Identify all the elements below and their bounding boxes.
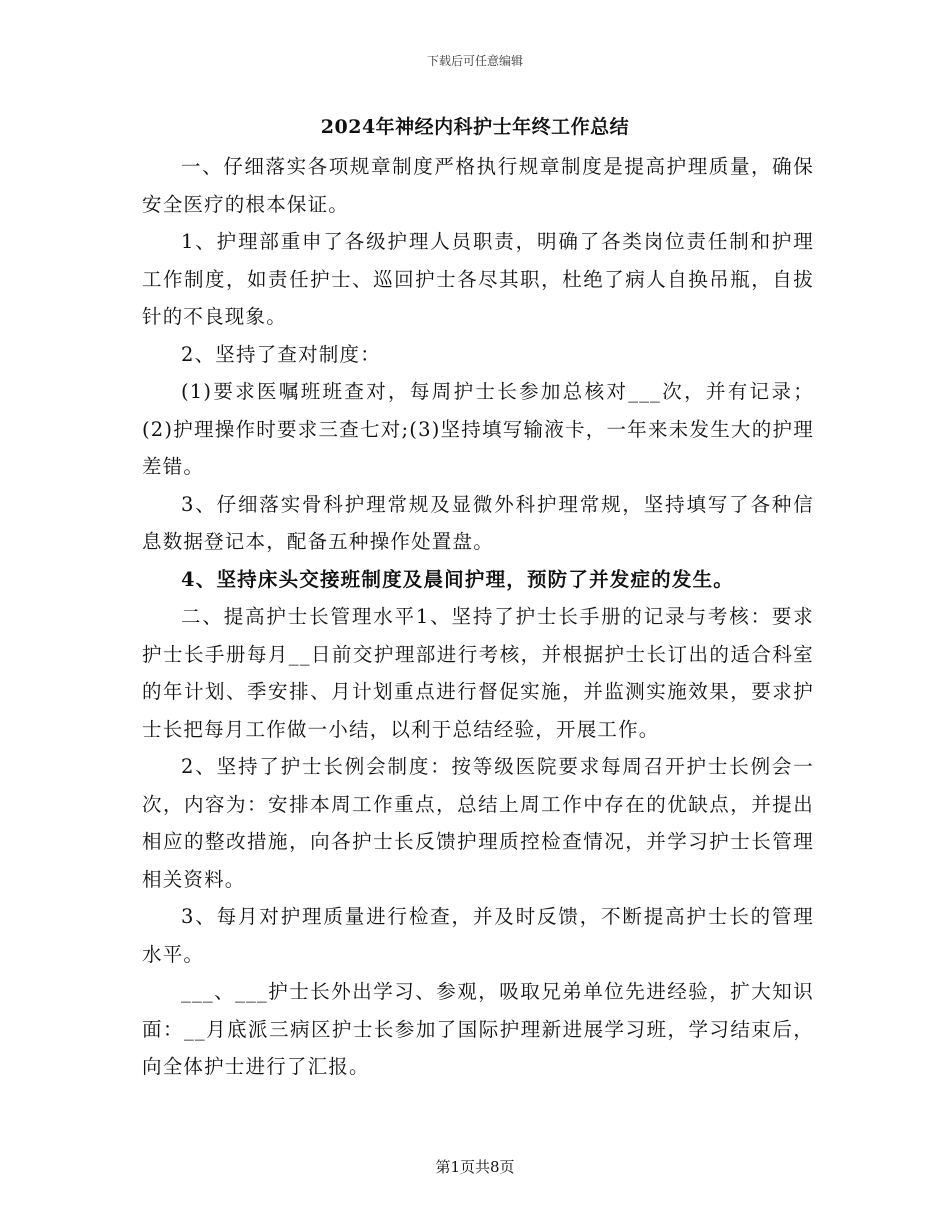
document-title: 2024年神经内科护士年终工作总结 (320, 116, 630, 138)
paragraph: 1、护理部重申了各级护理人员职责，明确了各类岗位责任制和护理工作制度，如责任护士、巡回护士各尽其职，杜绝了病人自换吊瓶，自拔针的不良现象。 (142, 230, 814, 328)
paragraph: ___、___护士长外出学习、参观，吸取兄弟单位先进经验，扩大知识面：__月底派三病区护士长参加了国际护理新进展学习班，学习结束后，向全体护士进行了汇报。 (142, 980, 814, 1078)
paragraph-bold: 4、坚持床头交接班制度及晨间护理，预防了并发症的发生。 (181, 567, 734, 591)
paragraph: 二、提高护士长管理水平1、坚持了护士长手册的记录与考核：要求护士长手册每月__日前交护理部进行考核，并根据护士长订出的适合科室的年计划、季安排、月计划重点进行督促实施，并监测实施效果，要求护士长把每月工作做一小结，以利于总结经验，开展工作。 (142, 605, 814, 741)
page-number: 第1页共8页 (435, 1158, 515, 1176)
page-header-note: 下载后可任意编辑 (426, 54, 523, 68)
paragraph: 3、仔细落实骨科护理常规及显微外科护理常规，坚持填写了各种信息数据登记本，配备五种操作处置盘。 (142, 492, 814, 553)
paragraph: 2、坚持了护士长例会制度：按等级医院要求每周召开护士长例会一次，内容为：安排本周工作重点，总结上周工作中存在的优缺点，并提出相应的整改措施，向各护士长反馈护理质控检查情况，并学习护士长管理相关资料。 (142, 755, 814, 891)
paragraph: 3、每月对护理质量进行检查，并及时反馈，不断提高护士长的管理水平。 (142, 905, 814, 966)
document-body (142, 148, 814, 1086)
paragraph: 2、坚持了查对制度： (181, 342, 381, 366)
paragraph: (1)要求医嘱班班查对，每周护士长参加总核对___次，并有记录；(2)护理操作时要求三查七对;(3)坚持填写输液卡，一年来未发生大的护理差错。 (142, 380, 814, 478)
paragraph: 一、仔细落实各项规章制度严格执行规章制度是提高护理质量，确保安全医疗的根本保证。 (142, 155, 814, 216)
